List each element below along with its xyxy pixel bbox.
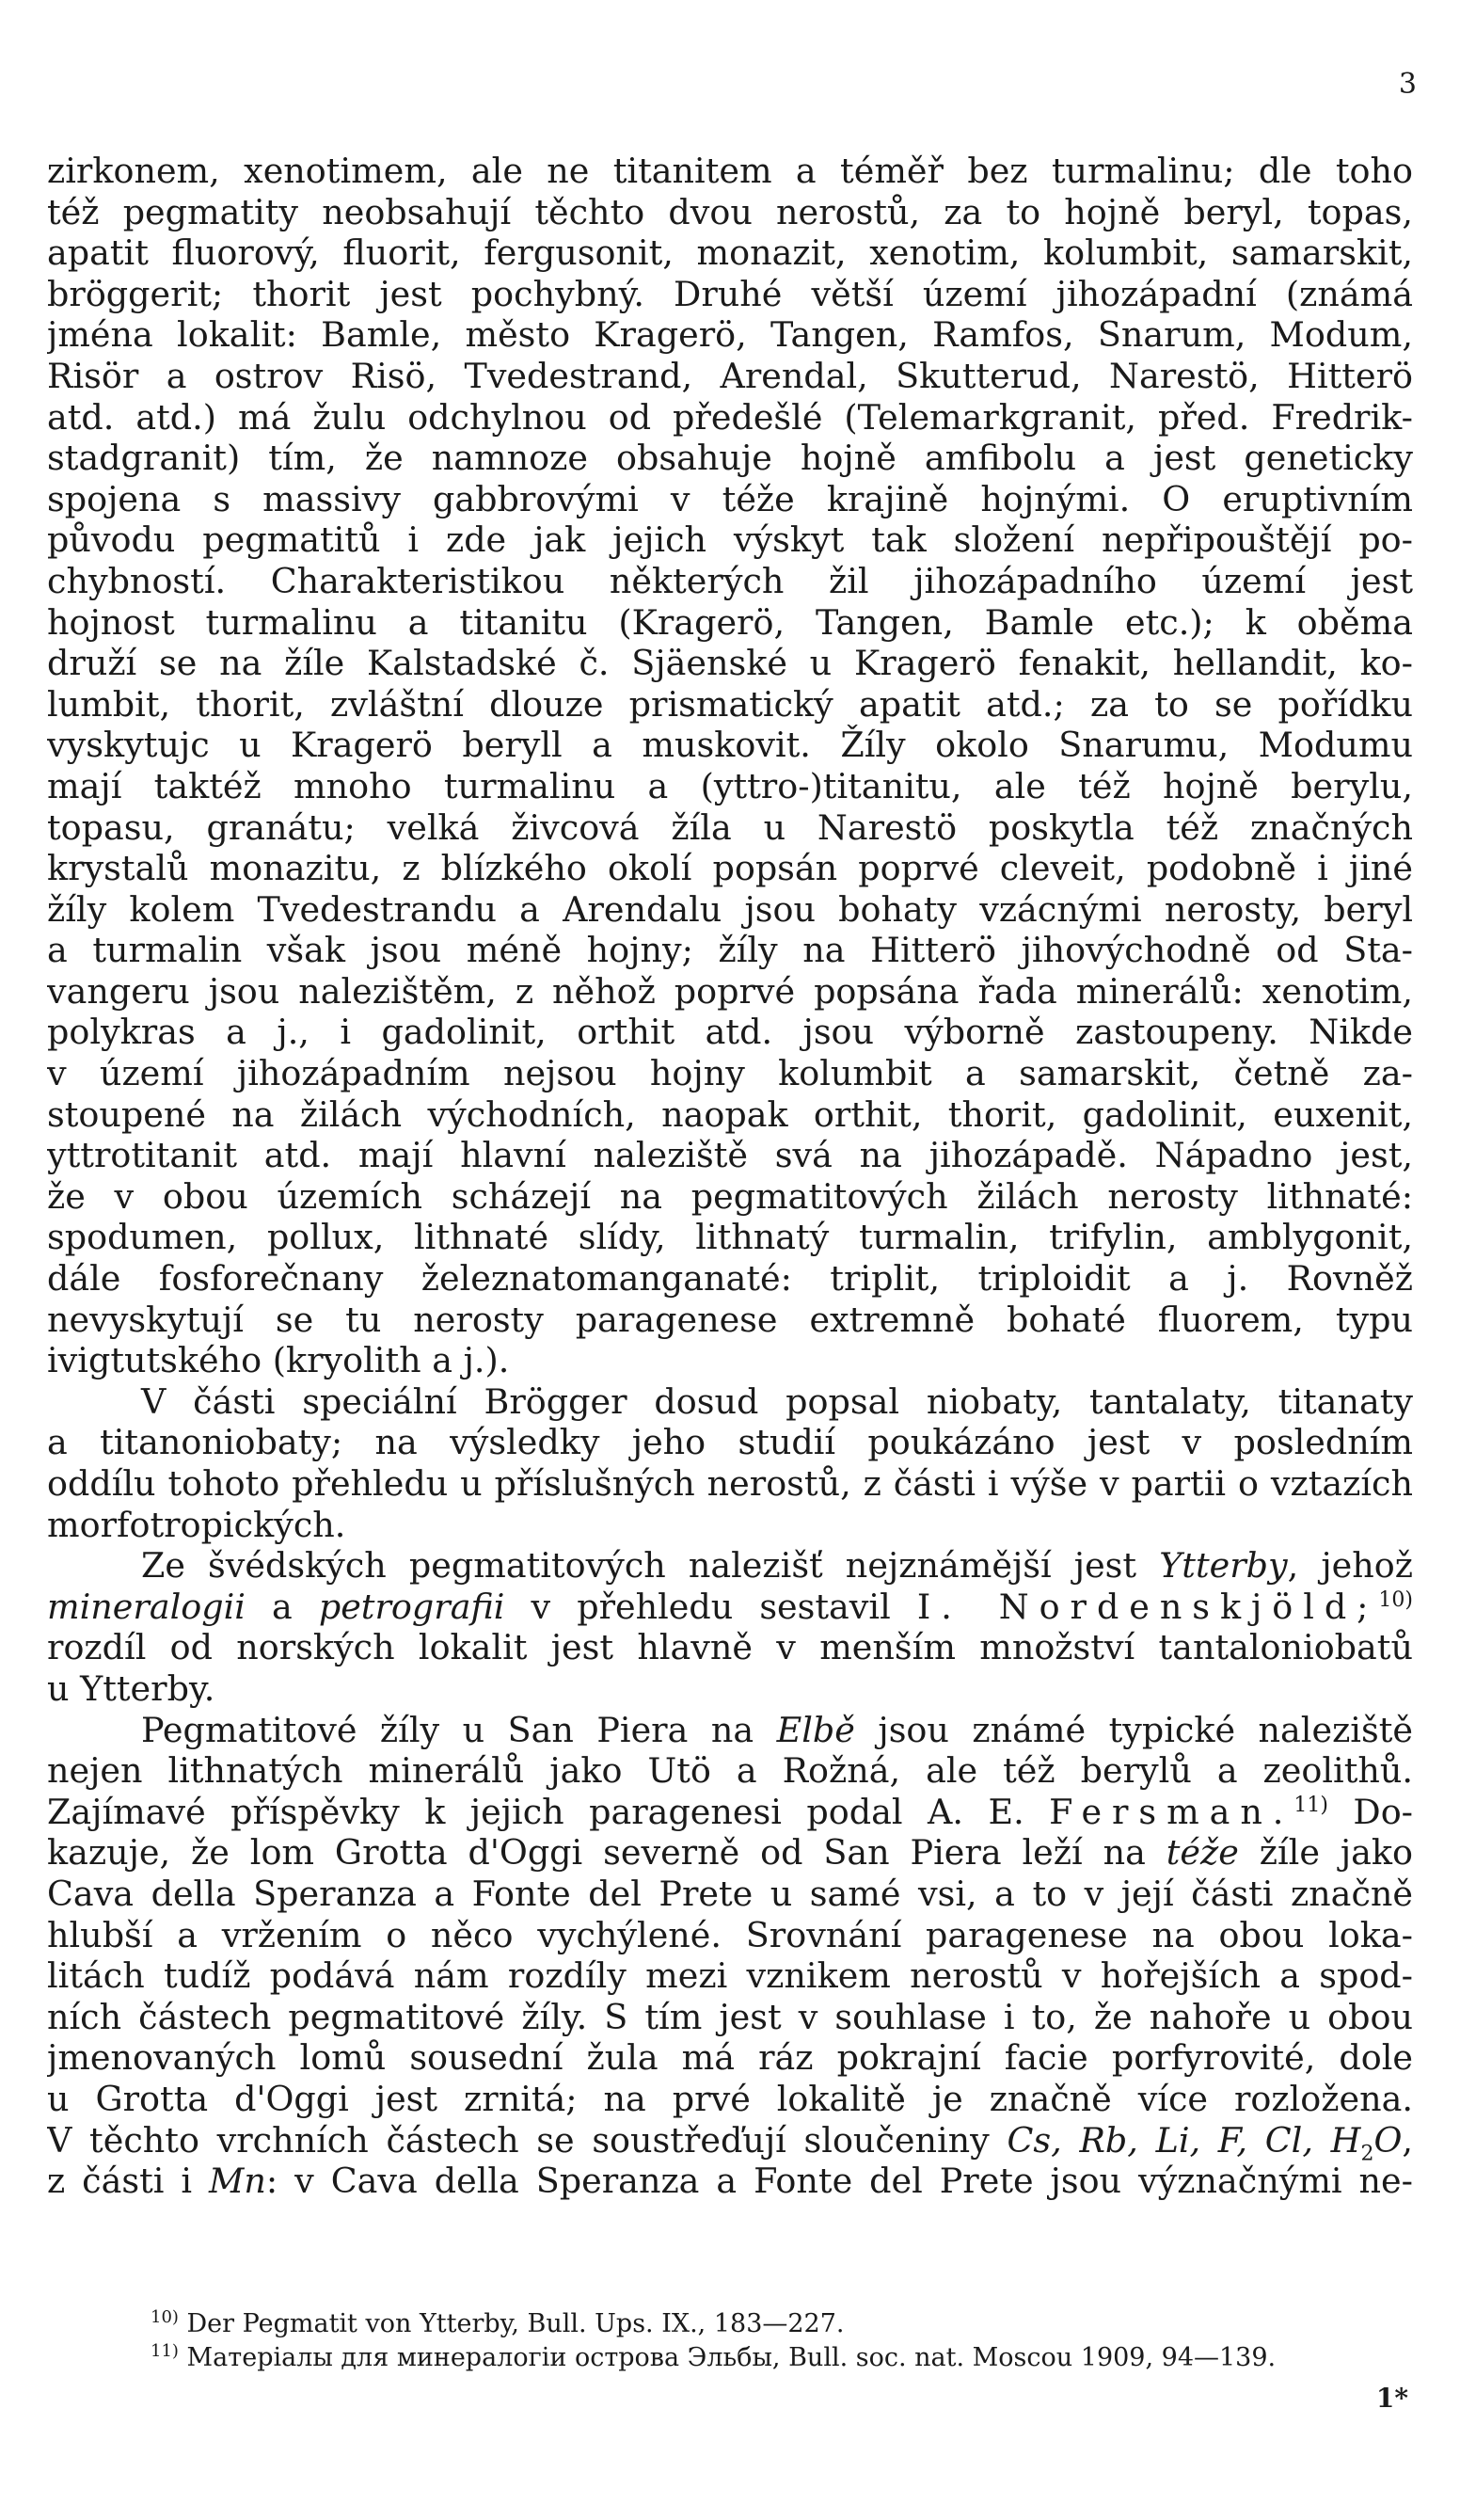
footnote: $^{10)}$ Der Pegmatit von Ytterby, Bull. Ups. IX., 183—227. [151, 2307, 845, 2338]
text-line: ních částech pegmatitové žíly. S tím jest v souhlase i to, že nahoře u obou [47, 1996, 1413, 2037]
text-line: jména lokalit: Bamle, město Kragerö, Tangen, Ramfos, Snarum, Modum, [47, 314, 1413, 356]
text-line: dále fosforečnany železnatomanganaté: triplit, triploidit a j. Rovněž [47, 1258, 1413, 1300]
text-line: stoupené na žilách východních, naopak orthit, thorit, gadolinit, euxenit, [47, 1093, 1413, 1135]
text-line: v území jihozápadním nejsou hojny kolumbit a samarskit, četně za- [47, 1053, 1413, 1094]
footnotes [151, 2307, 1402, 2375]
text-line: hojnost turmalinu a titanitu (Kragerö, Tangen, Bamle etc.); k oběma [47, 601, 1413, 643]
text-line: morfotropických. [47, 1504, 346, 1545]
text-line: též pegmatity neobsahují těchto dvou nerostů, za to hojně beryl, topas, [47, 191, 1413, 232]
text-line: litách tudíž podává nám rozdíly mezi vznikem nerostů v hořejších a spod- [47, 1955, 1413, 1997]
text-line: krystalů monazitu, z blízkého okolí popsán poprvé cleveit, podobně i jiné [47, 848, 1413, 889]
text-line: druží se na žíle Kalstadské č. Sjäenské u Kragerö fenakit, hellandit, ko- [47, 643, 1413, 684]
place-name: Ytterby [1159, 1545, 1288, 1587]
signature-mark: 1* [1375, 2383, 1408, 2414]
text-line: Risör a ostrov Risö, Tvedestrand, Arendal, Skutterud, Narestö, Hitterö [47, 355, 1413, 396]
text-line: a titanoniobaty; na výsledky jeho studií poukázáno jest v posledním [47, 1422, 1413, 1463]
footnote: $^{11)}$ Матеріалы для минералогіи острова Эльбы, Bull. soc. nat. Moscou 1909, 94—139. [151, 2341, 1277, 2372]
text-line: stadgranit) tím, že namnoze obsahuje hojně amfibolu a jest geneticky [47, 438, 1413, 479]
text-line: oddílu tohoto přehledu u příslušných nerostů, z části i výše v partii o vztazích [47, 1463, 1413, 1504]
text-line: nevyskytují se tu nerosty paragenese extremně bohaté fluorem, typu [47, 1299, 1413, 1340]
text-line: topasu, granátu; velká živcová žíla u Narestö poskytla též značných [47, 806, 1413, 848]
text-line: Cava della Speranza a Fonte del Prete u samé vsi, a to v její části značně [47, 1873, 1413, 1914]
text-line: Ze švédských pegmatitových nalezišť nejznámější jest Ytterby, jehož [141, 1545, 1413, 1587]
text-line: yttrotitanit atd. mají hlavní naleziště svá na jihozápadě. Nápadno jest, [47, 1135, 1413, 1176]
paragraph-3 [47, 1545, 1413, 1709]
body-text [47, 151, 1413, 2202]
paragraph-4 [47, 1710, 1413, 2202]
author-name: Fersman. [1049, 1791, 1294, 1832]
text-line: V části speciální Brögger dosud popsal niobaty, tantalaty, titanaty [141, 1380, 1413, 1422]
text-line: zirkonem, xenotimem, ale ne titanitem a téměř bez turmalinu; dle toho [47, 151, 1413, 191]
text-line: ivigtutského (kryolith a j.). [47, 1340, 510, 1381]
text-line: rozdíl od norských lokalit jest hlavně v menším množství tantaloniobatů [47, 1627, 1413, 1668]
text-line: V těchto vrchních částech se soustřeďují sloučeniny Cs, Rb, Li, F, Cl, $H_2O$, [47, 2119, 1413, 2161]
text-line: lumbit, thorit, zvláštní dlouze prismatický apatit atd.; za to se pořídku [47, 683, 1413, 725]
text-line: vyskytujc u Kragerö beryll a muskovit. Žíly okolo Snarumu, Modumu [47, 725, 1413, 766]
text-line: vangeru jsou nalezištěm, z něhož poprvé popsána řada minerálů: xenotim, [47, 970, 1413, 1012]
text-line: hlubší a vržením o něco vychýlené. Srovnání paragenese na obou loka- [47, 1914, 1413, 1955]
footnote-mark: 10) [151, 2307, 179, 2327]
text-line: atd. atd.) má žulu odchylnou od předešlé (Telemarkgranit, před. Fredrik- [47, 396, 1413, 438]
text-line: a turmalin však jsou méně hojny; žíly na Hitterö jihovýchodně od Sta- [47, 930, 1413, 971]
text-line: jmenovaných lomů sousední žula má ráz pokrajní facie porfyrovité, dole [47, 2037, 1413, 2079]
text-line: u Ytterby. [47, 1667, 215, 1709]
text-line: spodumen, pollux, lithnaté slídy, lithnatý turmalin, trifylin, amblygonit, [47, 1217, 1413, 1258]
text-line: apatit fluorový, fluorit, fergusonit, monazit, xenotim, kolumbit, samarskit, [47, 232, 1413, 274]
footnote-mark: 11) [151, 2341, 179, 2361]
text-line: z části i Mn: v Cava della Speranza a Fonte del Prete jsou význačnými ne- [47, 2161, 1413, 2202]
footnote-ref: 10) [1378, 1587, 1413, 1612]
paragraph-2 [47, 1381, 1413, 1545]
paragraph-1 [47, 151, 1413, 1381]
footnote-ref: 11) [1293, 1793, 1328, 1817]
text-line: kazuje, že lom Grotta d'Oggi severně od San Piera leží na téže žíle jako [47, 1832, 1413, 1874]
text-line: nejen lithnatých minerálů jako Utö a Rožná, ale též berylů a zeolithů. [47, 1750, 1413, 1792]
place-name: Elbě [776, 1709, 855, 1750]
chemical-elements: Cs, Rb, Li, F, Cl, H [1007, 2119, 1361, 2161]
text-line: mineralogii a petrografii v přehledu sestavil I. Nordenskjöld;$^{10)}$ [47, 1586, 1413, 1627]
text-line: Zajímavé příspěvky k jejich paragenesi podal A. E. Fersman.$^{11)}$ Do- [47, 1791, 1413, 1832]
text-line: že v obou územích scházejí na pegmatitových žilách nerosty lithnaté: [47, 1175, 1413, 1217]
text-line: polykras a j., i gadolinit, orthit atd. jsou výborně zastoupeny. Nikde [47, 1012, 1413, 1053]
text-line: původu pegmatitů i zde jak jejich výskyt tak složení nepřipouštějí po- [47, 519, 1413, 561]
text-line: spojena s massivy gabbrovými v téže krajině hojnými. O eruptivním [47, 478, 1413, 519]
text-line: chybností. Charakteristikou některých žil jihozápadního území jest [47, 560, 1413, 601]
text-line: Pegmatitové žíly u San Piera na Elbě jsou známé typické naleziště [141, 1709, 1413, 1750]
author-name: I. Nordenskjöld; [916, 1586, 1379, 1627]
text-line: u Grotta d'Oggi jest zrnitá; na prvé lokalitě je značně více rozložena. [47, 2078, 1413, 2119]
text-line: mají taktéž mnoho turmalinu a (yttro-)titanitu, ale též hojně berylu, [47, 765, 1413, 806]
text-line: žíly kolem Tvedestrandu a Arendalu jsou bohaty vzácnými nerosty, beryl [47, 888, 1413, 930]
page-number: 3 [1398, 68, 1417, 101]
text-line: bröggerit; thorit jest pochybný. Druhé větší území jihozápadní (známá [47, 273, 1413, 314]
